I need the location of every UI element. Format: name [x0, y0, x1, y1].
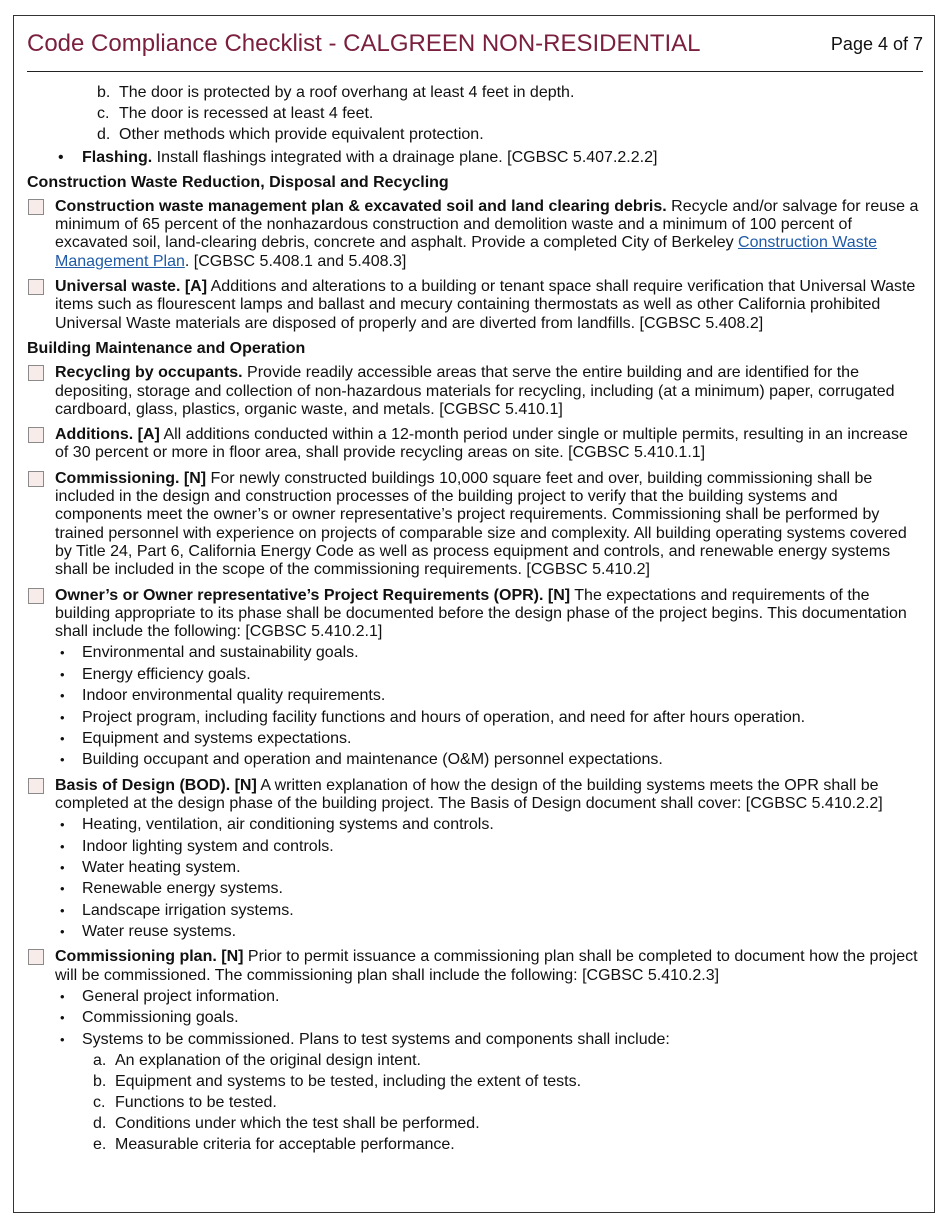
- checkbox[interactable]: [28, 199, 44, 215]
- list-item: • Heating, ventilation, air conditioning systems and controls.: [27, 816, 923, 834]
- list-item: c. The door is recessed at least 4 feet.: [97, 104, 374, 122]
- header-divider: [27, 71, 923, 72]
- section-heading-waste: Construction Waste Reduction, Disposal and Recycling: [27, 173, 449, 191]
- cx-test-criteria-list: [27, 1052, 923, 1154]
- section-heading-maintenance: Building Maintenance and Operation: [27, 339, 306, 357]
- checklist-item-waste-plan: Construction waste management plan & excavated soil and land clearing debris. Recycle and/or salvage for reuse a minimum of 65 percent of the nonhazardous construction and demolition waste and a minimum of 100 percent of excavated soil, land-clearing debris, concrete and asphalt. Provide a completed City of Berkeley Construction Waste Management Plan. [CGBSC 5.408.1 and 5.408.3]: [27, 198, 923, 271]
- checklist-item-commissioning: Commissioning. [N] For newly constructed buildings 10,000 square feet and over, building commissioning shall be included in the design and construction processes of the building project to verify that the building systems and components meet the owner’s or owner representative’s project requirements. Commissioning shall be performed by trained personnel with experience on projects of comparable size and complexity. All building operating systems covered by Title 24, Part 6, California Energy Code as well as process equipment and controls, and renewable energy systems shall be included in the scope of the commissioning requirements. [CGBSC 5.410.2]: [27, 470, 923, 580]
- list-item: • Environmental and sustainability goals.: [27, 644, 923, 662]
- waste-plan-link[interactable]: Construction Waste Management Plan: [55, 234, 878, 270]
- flashing-item: • Flashing. Install flashings integrated with a drainage plane. [CGBSC 5.407.2.2.2]: [27, 149, 923, 167]
- checkbox[interactable]: [28, 588, 44, 604]
- checklist-item-universal-waste: Universal waste. [A] Additions and alterations to a building or tenant space shall require verification that Universal Waste items such as flourescent lamps and ballast and mecury containing thermostats as well as other California prohibited Universal Waste materials are disposed of properly and are diverted from landfills. [CGBSC 5.408.2]: [27, 278, 923, 333]
- page-title: Code Compliance Checklist - CALGREEN NON-RESIDENTIAL: [27, 30, 701, 57]
- list-item: a. An explanation of the original design intent.: [93, 1052, 421, 1070]
- checklist-item-opr: Owner’s or Owner representative’s Project Requirements (OPR). [N] The expectations and requirements of the building appropriate to its phase shall be documented before the design phase of the project begins. This documentation shall include the following: [CGBSC 5.410.2.1] • Environmental and sustainability goals. • Energy efficiency goals. • Indoor environmental quality requirements. • Project program, including facility functions and hours of operation, and need for after hours operation. • Equipment and systems expectations. • Building occupant and operation and maintenance (O&M) personnel expectations.: [27, 587, 923, 770]
- list-item: • Commissioning goals.: [27, 1009, 923, 1027]
- list-item: • Water reuse systems.: [27, 923, 923, 941]
- list-item: e. Measurable criteria for acceptable performance.: [93, 1136, 455, 1154]
- bod-list: [27, 816, 923, 941]
- list-item: • Project program, including facility functions and hours of operation, and need for after hours operation.: [27, 709, 923, 727]
- list-item: • Indoor lighting system and controls.: [27, 838, 923, 856]
- list-item: • Renewable energy systems.: [27, 880, 923, 898]
- list-item: b. Equipment and systems to be tested, including the extent of tests.: [93, 1073, 582, 1091]
- checkbox[interactable]: [28, 279, 44, 295]
- list-item: c. Functions to be tested.: [93, 1094, 277, 1112]
- cx-plan-list: [27, 988, 923, 1049]
- list-item: b. The door is protected by a roof overhang at least 4 feet in depth.: [97, 84, 575, 101]
- checkbox[interactable]: [28, 427, 44, 443]
- checklist-item-additions: Additions. [A] All additions conducted within a 12-month period under single or multiple permits, resulting in an increase of 30 percent or more in floor area, shall provide recycling areas on site. [CGBSC 5.410.1.1]: [27, 426, 923, 463]
- opr-list: [27, 644, 923, 769]
- checkbox[interactable]: [28, 365, 44, 381]
- checkbox[interactable]: [28, 471, 44, 487]
- page-number: Page 4 of 7: [830, 34, 923, 54]
- list-item: • Systems to be commissioned. Plans to test systems and components shall include:: [27, 1031, 923, 1049]
- list-item: • Indoor environmental quality requirements.: [27, 687, 923, 705]
- checklist-item-recycling: Recycling by occupants. Provide readily accessible areas that serve the entire building and are identified for the depositing, storage and collection of non-hazardous materials for recycling, including (at a minimum) paper, corrugated cardboard, glass, plastics, organic waste, and metals. [CGBSC 5.410.1]: [27, 364, 923, 419]
- checklist-item-cx-plan: Commissioning plan. [N] Prior to permit issuance a commissioning plan shall be completed to document how the project will be commissioned. The commissioning plan shall include the following: [CGBSC 5.410.2.3] • General project information. • Commissioning goals. • Systems to be commissioned. Plans to test systems and components shall include: a. An explanation of the original design intent. b. Equipment and systems to be tested, including the extent of tests. c. Functions to be tested. d. Conditions under which the test shall be performed. e. Measurable criteria for acceptable performance.: [27, 948, 923, 1154]
- checkbox[interactable]: [28, 949, 44, 965]
- list-item: d. Other methods which provide equivalent protection.: [97, 125, 484, 143]
- checklist-content: [27, 84, 923, 1161]
- list-item: • Water heating system.: [27, 859, 923, 877]
- checkbox[interactable]: [28, 778, 44, 794]
- list-item: • Landscape irrigation systems.: [27, 902, 923, 920]
- list-item: • Building occupant and operation and maintenance (O&M) personnel expectations.: [27, 751, 923, 769]
- flashing-list: [27, 149, 923, 167]
- door-protection-options: [27, 84, 923, 144]
- list-item: • General project information.: [27, 988, 923, 1006]
- list-item: d. Conditions under which the test shall be performed.: [93, 1115, 480, 1133]
- checklist-item-bod: Basis of Design (BOD). [N] A written explanation of how the design of the building systems meets the OPR shall be completed at the design phase of the building project. The Basis of Design document shall cover: [CGBSC 5.410.2.2] • Heating, ventilation, air conditioning systems and controls. • Indoor lighting system and controls. • Water heating system. • Renewable energy systems. • Landscape irrigation systems. • Water reuse systems.: [27, 777, 923, 942]
- list-item: • Equipment and systems expectations.: [27, 730, 923, 748]
- list-item: • Energy efficiency goals.: [27, 666, 923, 684]
